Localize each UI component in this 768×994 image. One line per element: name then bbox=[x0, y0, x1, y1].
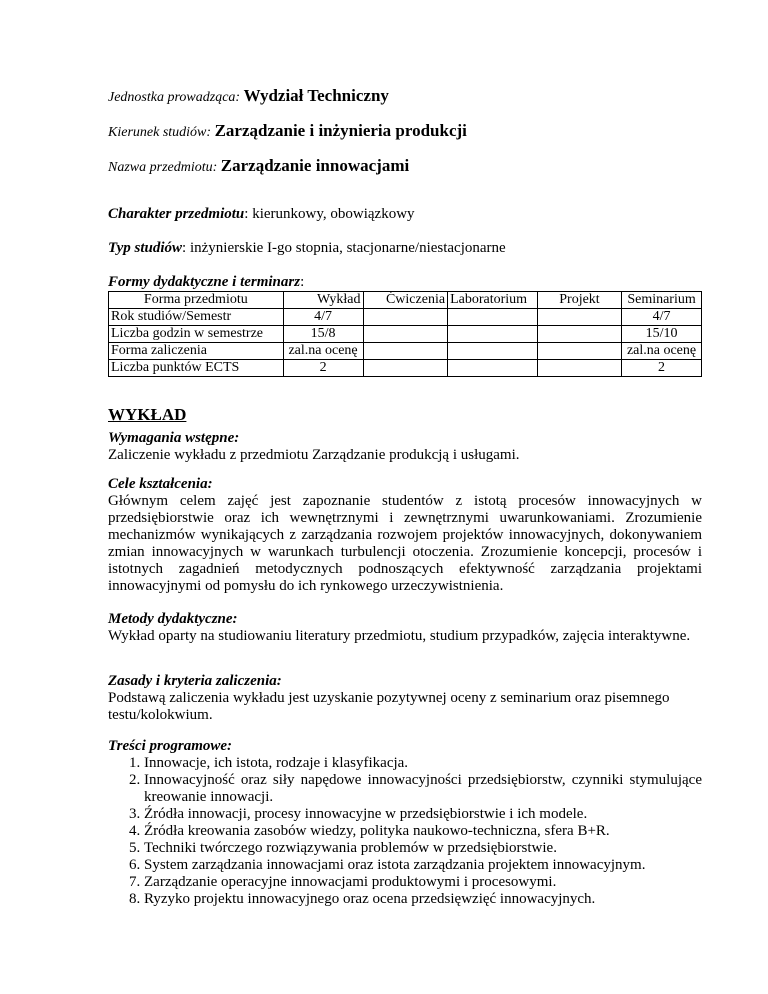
schedule-table bbox=[108, 291, 702, 377]
unit-label: Jednostka prowadząca bbox=[108, 90, 236, 105]
table-cell bbox=[363, 343, 448, 360]
table-cell: 2 bbox=[283, 360, 363, 377]
table-cell bbox=[537, 326, 621, 343]
table-header-cell: Forma przedmiotu bbox=[109, 292, 284, 309]
methods-label: Metody dydaktyczne: bbox=[108, 611, 238, 627]
course-label: Nazwa przedmiotu bbox=[108, 160, 213, 175]
table-cell: zal.na ocenę bbox=[283, 343, 363, 360]
list-item: 7. Zarządzanie operacyjne innowacjami produktowymi i procesowymi. bbox=[144, 874, 702, 891]
table-cell bbox=[363, 309, 448, 326]
table-cell: 15/10 bbox=[622, 326, 702, 343]
type-value: inżynierskie I-go stopnia, stacjonarne/niestacjonarne bbox=[189, 240, 506, 256]
table-header-cell: Projekt bbox=[537, 292, 621, 309]
table-cell bbox=[537, 360, 621, 377]
table-cell: 15/8 bbox=[283, 326, 363, 343]
requirements-text: Zaliczenie wykładu z przedmiotu Zarządzanie produkcją i usługami. bbox=[108, 447, 520, 463]
type-label: Typ studiów bbox=[108, 240, 183, 256]
list-item: 4. Źródła kreowania zasobów wiedzy, polityka naukowo-techniczna, sfera B+R. bbox=[144, 823, 702, 840]
row-label: Liczba punktów ECTS bbox=[109, 360, 284, 377]
criteria-text: Podstawą zaliczenia wykładu jest uzyskanie pozytywnej oceny z seminarium oraz pisemnego testu/kolokwium. bbox=[108, 690, 670, 723]
methods-block bbox=[108, 611, 702, 645]
lecture-heading: WYKŁAD bbox=[108, 405, 187, 424]
list-item: 6. System zarządzania innowacjami oraz istota zarządzania projektem innowacyjnym. bbox=[144, 857, 702, 874]
table-row bbox=[109, 360, 702, 377]
list-item: 2. Innowacyjność oraz siły napędowe innowacyjności przedsiębiorstw, czynniki stymulujące kreowanie innowacji. bbox=[144, 772, 702, 806]
type-line: Typ studiów: inżynierskie I-go stopnia, stacjonarne/niestacjonarne bbox=[108, 240, 506, 256]
content-label: Treści programowe bbox=[108, 738, 228, 754]
table-cell: 4/7 bbox=[283, 309, 363, 326]
table-cell bbox=[448, 326, 538, 343]
course-line: Nazwa przedmiotu: Zarządzanie innowacjami bbox=[108, 156, 410, 175]
table-row bbox=[109, 309, 702, 326]
criteria-block: Zasady i kryteria zaliczenia: Podstawą zaliczenia wykładu jest uzyskanie pozytywnej oceny z seminarium oraz pisemnego testu/kolokwium. bbox=[108, 673, 670, 723]
course-value: Zarządzanie innowacjami bbox=[220, 156, 410, 175]
table-cell bbox=[363, 360, 448, 377]
content-list bbox=[108, 755, 702, 908]
list-item: 5. Techniki twórczego rozwiązywania problemów w przedsiębiorstwie. bbox=[144, 840, 702, 857]
table-cell bbox=[537, 343, 621, 360]
row-label: Liczba godzin w semestrze bbox=[109, 326, 284, 343]
content-block: Treści programowe: 1. Innowacje, ich istota, rodzaje i klasyfikacja. 2. Innowacyjność oraz siły napędowe innowacyjności przedsiębiorstw, czynniki stymulujące kreowanie innowacji. 3. Źródła innowacji, procesy innowacyjne w przedsiębiorstwie i ich modele. 4. Źródła kreowania zasobów wiedzy, polityka naukowo-techniczna, sfera B+R. 5. Techniki twórczego rozwiązywania problemów w przedsiębiorstwie. 6. System zarządzania innowacjami oraz istota zarządzania projektem innowacyjnym. 7. Zarządzanie operacyjne innowacjami produktowymi i procesowymi. 8. Ryzyko projektu innowacyjnego oraz ocena przedsięwzięć innowacyjnych. bbox=[108, 738, 702, 908]
forms-label: Formy dydaktyczne i terminarz bbox=[108, 274, 301, 290]
field-label: Kierunek studiów bbox=[108, 125, 207, 140]
character-line: Charakter przedmiotu: kierunkowy, obowiązkowy bbox=[108, 206, 415, 222]
character-label: Charakter przedmiotu bbox=[108, 206, 245, 222]
methods-text: Wykład oparty na studiowaniu literatury przedmiotu, studium przypadków, zajęcia interaktywne. bbox=[108, 628, 691, 644]
table-header-row bbox=[109, 292, 702, 309]
list-item: 3. Źródła innowacji, procesy innowacyjne w przedsiębiorstwie i ich modele. bbox=[144, 806, 702, 823]
unit-line: Jednostka prowadząca: Wydział Techniczny bbox=[108, 86, 389, 105]
table-cell: zal.na ocenę bbox=[622, 343, 702, 360]
table-header-cell: Ćwiczenia bbox=[363, 292, 448, 309]
row-label: Rok studiów/Semestr bbox=[109, 309, 284, 326]
table-row bbox=[109, 326, 702, 343]
table-cell bbox=[448, 360, 538, 377]
character-value: kierunkowy, obowiązkowy bbox=[252, 206, 415, 222]
requirements-block: Wymagania wstępne: Zaliczenie wykładu z przedmiotu Zarządzanie produkcją i usługami. bbox=[108, 430, 520, 463]
goals-label: Cele kształcenia bbox=[108, 476, 208, 492]
table-cell bbox=[537, 309, 621, 326]
table-cell bbox=[363, 326, 448, 343]
table-cell bbox=[448, 343, 538, 360]
table-header-cell: Wykład bbox=[283, 292, 363, 309]
forms-line: Formy dydaktyczne i terminarz: bbox=[108, 274, 305, 290]
list-item: 1. Innowacje, ich istota, rodzaje i klasyfikacja. bbox=[144, 755, 702, 772]
unit-value: Wydział Techniczny bbox=[243, 86, 389, 105]
criteria-label: Zasady i kryteria zaliczenia bbox=[108, 673, 277, 689]
field-value: Zarządzanie i inżynieria produkcji bbox=[214, 121, 467, 140]
table-cell bbox=[448, 309, 538, 326]
table-cell: 2 bbox=[622, 360, 702, 377]
table-header-cell: Seminarium bbox=[622, 292, 702, 309]
list-item: 8. Ryzyko projektu innowacyjnego oraz ocena przedsięwzięć innowacyjnych. bbox=[144, 891, 702, 908]
requirements-label: Wymagania wstępne bbox=[108, 430, 235, 446]
table-header-cell: Laboratorium bbox=[448, 292, 538, 309]
field-line: Kierunek studiów: Zarządzanie i inżynieria produkcji bbox=[108, 121, 467, 140]
goals-block: Cele kształcenia: Głównym celem zajęć jest zapoznanie studentów z istotą procesów innowacyjnych w przedsiębiorstwie oraz ich wewnętrznymi i zewnętrznymi uwarunkowaniami. Zrozumienie mechanizmów wynikających z zarządzania rozwojem projektów innowacyjnych, dokonywaniem zmian innowacyjnych w warunkach turbulencji otoczenia. Zrozumienie koncepcji, procesów i istotnych zagadnień metodycznych podnoszących efektywność zarządzania projektami innowacyjnymi od pomysłu do ich rynkowego urzeczywistnienia. bbox=[108, 476, 702, 594]
table-row bbox=[109, 343, 702, 360]
goals-text: Głównym celem zajęć jest zapoznanie studentów z istotą procesów innowacyjnych w przedsiębiorstwie oraz ich wewnętrznymi i zewnętrznymi uwarunkowaniami. Zrozumienie mechanizmów wynikających z zarządzania rozwojem projektów innowacyjnych, dokonywaniem zmian innowacyjnych w warunkach turbulencji otoczenia. Zrozumienie koncepcji, procesów i istotnych zagadnień metodycznych podnoszących efektywność zarządzania projektami innowacyjnymi od pomysłu do ich rynkowego urzeczywistnienia. bbox=[108, 493, 702, 594]
table-cell: 4/7 bbox=[622, 309, 702, 326]
row-label: Forma zaliczenia bbox=[109, 343, 284, 360]
